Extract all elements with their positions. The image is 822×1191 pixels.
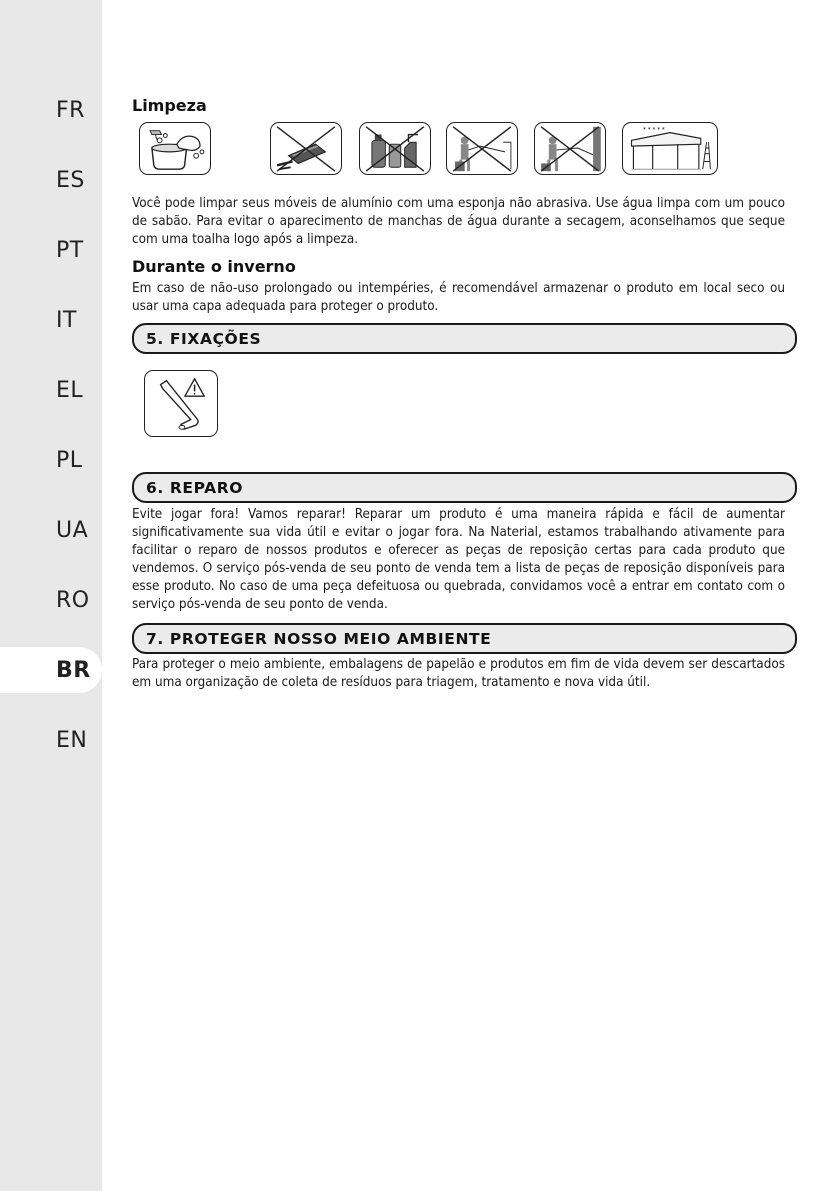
no-chemical-products-icon (359, 122, 431, 175)
section-5-header (132, 323, 797, 354)
svg-text:* * * * *: * * * * * (643, 127, 665, 134)
winter-text: Em caso de não-uso prolongado ou intempéries, é recomendável armazenar o produto em local seco ou usar uma capa adequada para proteger o produto. (132, 281, 785, 314)
section-7-text: Para proteger o meio ambiente, embalagens de papelão e produtos em fim de vida devem ser descartados em uma organização de coleta de resíduos para triagem, tratamento e nova vida útil. (132, 657, 785, 690)
section-7-title: 7. PROTEGER NOSSO MEIO AMBIENTE (146, 629, 492, 648)
gazebo-ladder-icon (622, 122, 718, 175)
no-high-pressure-washer-icon (446, 122, 518, 175)
cleaning-text: Você pode limpar seus móveis de alumínio com uma esponja não abrasiva. Use água limpa com um pouco de sabão. Para evitar o aparecimento de manchas de água durante a secagem, aconselhamos que seque com uma toalha logo após a limpeza. (132, 196, 785, 247)
lang-tab-it[interactable]: IT (56, 307, 77, 333)
lang-tab-fr[interactable]: FR (56, 97, 85, 123)
section-5-title: 5. FIXAÇÕES (146, 329, 262, 348)
lang-tab-pl[interactable]: PL (56, 447, 83, 473)
no-abrasive-scrub-icon (270, 122, 342, 175)
section-6-text: Evite jogar fora! Vamos reparar! Reparar um produto é uma maneira rápida e fácil de aumentar significativamente sua vida útil e evitar o jogar fora. Na Naterial, estamos trabalhando ativamente para facilitar o reparo de nossos produtos e oferecer as peças de reposição certas para cada produto que vendemos. O serviço pós-venda de seu ponto de venda tem a lista de peças de reposição disponíveis para esse produto. No caso de uma peça defeituosa ou quebrada, convidamos você a entrar em contato com o serviço pós-venda de seu ponto de venda. (132, 507, 785, 612)
section-6-header (132, 472, 797, 503)
lang-tab-pt[interactable]: PT (56, 237, 84, 263)
section-6-title: 6. REPARO (146, 478, 244, 497)
lang-tab-el[interactable]: EL (56, 377, 84, 403)
language-sidebar (0, 0, 102, 1191)
cleaning-heading: Limpeza (132, 96, 207, 115)
lang-tab-ro[interactable]: RO (56, 587, 90, 613)
lang-tab-es[interactable]: ES (56, 167, 85, 193)
soap-water-bowl-icon (139, 122, 211, 175)
no-pressure-hose-icon (534, 122, 606, 175)
lang-tab-en[interactable]: EN (56, 727, 88, 753)
lang-tab-ua[interactable]: UA (56, 517, 89, 543)
lang-tab-br-active[interactable]: BR (0, 647, 102, 693)
section-7-header (132, 623, 797, 654)
winter-heading: Durante o inverno (132, 257, 296, 276)
allen-key-warning-icon (144, 370, 218, 437)
